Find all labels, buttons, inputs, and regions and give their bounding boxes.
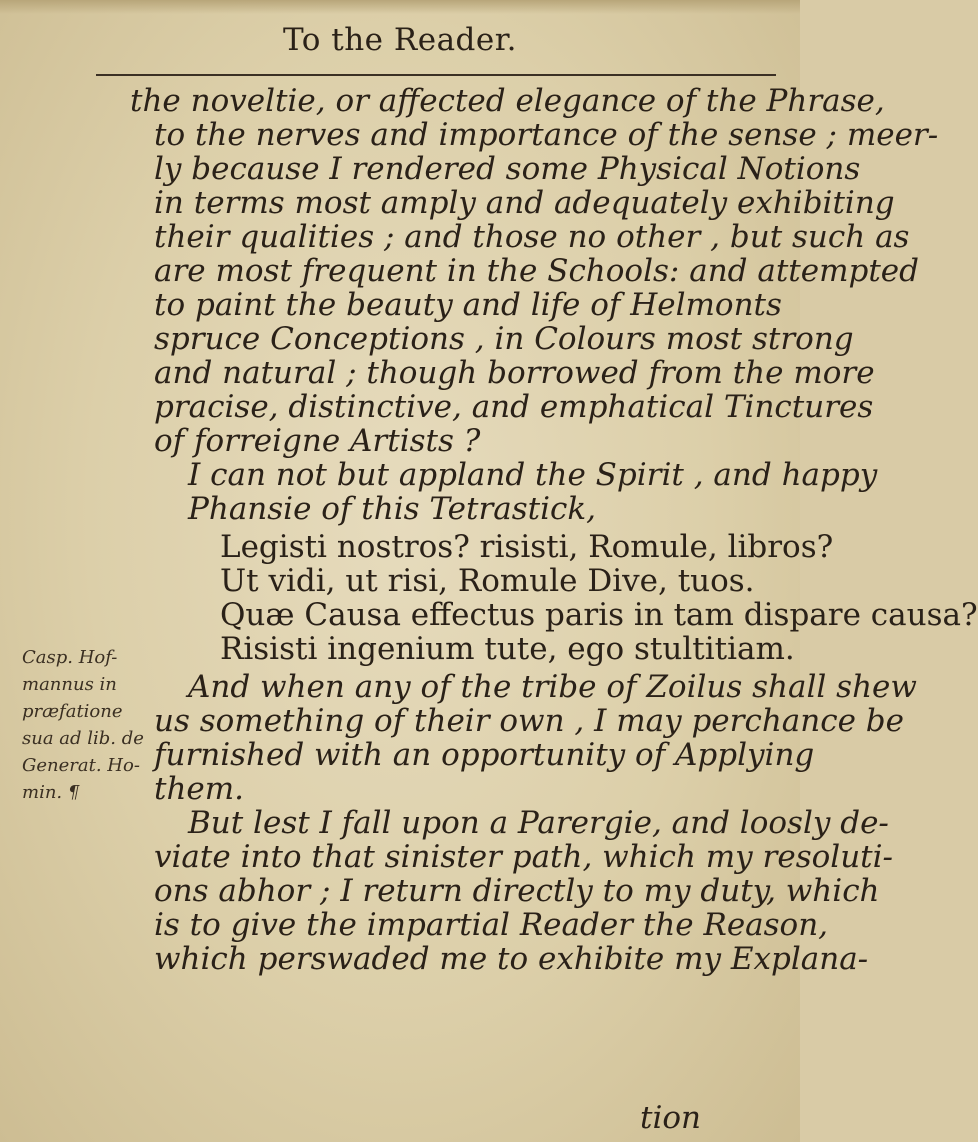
running-head-text: To the Reader. [282,22,518,58]
text-line: the noveltie, or affected elegance of the Phrase, [130,83,885,119]
text-line: pracise, distinctive, and emphatical Tinctures [154,389,874,425]
verse-line: Ut vidi, ut risi, Romule Dive, tuos. [220,563,755,599]
running-head [0,22,800,58]
text-line: ons abhor ; I return directly to my duty, which [154,873,880,909]
text-line: viate into that sinister path, which my resoluti- [154,839,894,875]
text-line: And when any of the tribe of Zoilus shall shew [188,669,917,705]
margin-note-line: mannus in [22,674,117,695]
verse-line: Risisti ingenium tute, ego stultitiam. [220,631,795,667]
header-rule [96,74,776,76]
verse-line: Legisti nostros? risisti, Romule, libros? [220,529,834,565]
text-line: ly because I rendered some Physical Notions [154,151,861,187]
text-line: us something of their own , I may perchance be [154,703,904,739]
body-text [130,83,978,977]
text-line: and natural ; though borrowed from the more [154,355,875,391]
text-line: in terms most amply and adequately exhibiting [154,185,895,221]
margin-note-line: min. ¶ [22,782,80,803]
text-line: which perswaded me to exhibite my Explana- [154,941,869,977]
text-line: spruce Conceptions , in Colours most strong [154,321,854,357]
margin-note-line: Casp. Hof- [22,647,118,668]
margin-note-line: sua ad lib. de [22,728,144,749]
text-line: are most frequent in the Schools: and attempted [154,253,919,289]
margin-note-line: præfatione [22,701,123,722]
verse-line: Quæ Causa effectus paris in tam dispare causa? [220,597,978,633]
page-top-edge [0,0,800,14]
text-line: of forreigne Artists ? [154,423,481,459]
text-line: them. [154,771,245,807]
text-line: furnished with an opportunity of Applying [154,737,815,773]
margin-note-line: Generat. Ho- [22,755,140,776]
text-line: is to give the impartial Reader the Reason, [154,907,829,943]
text-line: I can not but appland the Spirit , and happy [188,457,878,493]
text-line: Phansie of this Tetrastick, [188,491,597,527]
text-line: to the nerves and importance of the sense ; meer- [154,117,939,153]
text-line: their qualities ; and those no other , but such as [154,219,910,255]
text-line: But lest I fall upon a Parergie, and loosly de- [188,805,889,841]
text-line: to paint the beauty and life of Helmonts [154,287,782,323]
catchword: tion [640,1100,702,1136]
